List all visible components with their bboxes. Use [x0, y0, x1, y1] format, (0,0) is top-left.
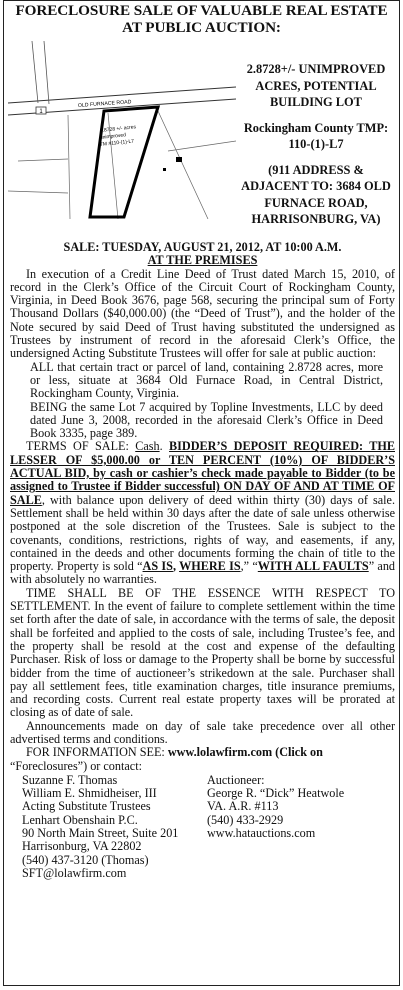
time-of-essence	[10, 587, 395, 720]
terms-end: ” and with absolutely no warranties.	[10, 559, 396, 587]
sale-location: AT THE PREMISES	[147, 253, 258, 268]
tax-map-parcel: Rockingham County TMP: 110-(1)-L7	[243, 120, 389, 151]
parcel-map	[8, 41, 236, 219]
with-all-faults: WITH ALL FAULTS	[257, 559, 369, 574]
terms-of-sale	[10, 440, 395, 586]
building-marker	[176, 157, 182, 162]
trustee-line: Harrisonburg, VA 22802	[22, 839, 142, 854]
road-sign-number: 1	[39, 109, 43, 115]
where-is: WHERE IS	[179, 559, 241, 574]
trustee-line: Suzanne F. Thomas	[22, 772, 118, 787]
parcel-label-acres: 2.8728 +/- acres	[99, 124, 137, 134]
auctioneer-phone: (540) 433-2929	[207, 812, 284, 827]
terms-lead: TERMS OF SALE:	[26, 439, 136, 454]
subject-parcel-outline	[90, 107, 158, 217]
announcements: Announcements made on day of sale take precedence over all other advertised terms and conditions.	[10, 718, 395, 746]
tract-description: ALL that certain tract or parcel of land, containing 2.8728 acres, more or less, situate at 3684 Old Furnace Road, in Central District, Rockingham County, Virginia.	[30, 359, 383, 401]
trustee-email: SFT@lolawfirm.com	[22, 865, 127, 880]
property-description: 2.8728+/- UNIMPROVED ACRES, POTENTIAL BUILDING LOT	[246, 62, 386, 109]
as-is: AS IS	[142, 559, 173, 574]
info-website: www.lolawfirm.com (Click on	[167, 745, 323, 760]
sale-date-line: SALE: TUESDAY, AUGUST 21, 2012, AT 10:00 A.M.	[63, 240, 342, 254]
info-line	[10, 746, 395, 759]
trustee-line: William E. Shmidheiser, III	[22, 786, 157, 801]
auctioneer-line: VA. A.R. #113	[207, 799, 279, 814]
quote-comma: ,” “	[240, 559, 258, 574]
time-essence-rest: In the event of failure to complete settlement within the time set forth after the date of sale, in accordance with the terms of sale, the deposit shall be forfeited and applied to the costs of sale, including Trustee’s fee, and the property shall be resold at the cost and expense of the defaulting Purchaser. Risk of loss or damage to the Property shall be borne by successful bidder from the time of auctioneer’s strikedown at the sale. Purchaser shall pay all settlement fees, title examination charges, title insurance premiums, and recording costs. Current real estate property taxes will be prorated at closing as of date of sale.	[10, 599, 395, 720]
terms-cash: Cash	[135, 439, 160, 454]
trustee-line: Lenhart Obenshain P.C.	[22, 812, 138, 827]
trustee-phone: (540) 437-3120 (Thomas)	[22, 852, 149, 867]
time-essence-clause: TIME SHALL BE OF THE ESSENCE WITH RESPECT TO SETTLEMENT.	[10, 585, 395, 614]
property-summary	[236, 61, 396, 228]
property-address: (911 ADDRESS & ADJACENT TO: 3684 OLD FURNACE ROAD, HARRISONBURG, VA)	[241, 162, 391, 226]
terms-period: .	[159, 439, 170, 454]
auctioneer-line: Auctioneer:	[207, 772, 265, 787]
comma: ,	[172, 559, 180, 574]
contacts	[10, 774, 395, 880]
deposit-requirement: BIDDER’S DEPOSIT REQUIRED: THE LESSER OF $5,000.00 or TEN PERCENT (10%) OF BIDDER’S ACTUAL BID, by cash or cashier’s check made payable to Bidder (to be assigned to Trustee if Bidder successful) ON DAY OF AND AT TIME OF SALE	[10, 439, 395, 507]
notice-heading-line-2: AT PUBLIC AUCTION:	[122, 19, 281, 36]
info-contact: “Foreclosures”) or contact:	[10, 758, 142, 773]
parcel-label-tax-map: TM #110-(1)-L7	[99, 138, 135, 148]
parcel-label-unimproved: unimproved	[99, 132, 127, 141]
road-name-label: OLD FURNACE ROAD	[77, 99, 132, 109]
terms-rest: , with balance upon delivery of deed within thirty (30) days of sale. Settlement shall be held within 30 days after the date of sale unless otherwise postponed at the sole discretion of the Trustees. Sale is subject to the covenants, conditions, restrictions, rights of way, and easements, if any, contained in the deeds and other documents forming the chain of title to the property. Property is sold “	[10, 492, 395, 574]
trustees-contact	[10, 774, 207, 880]
side-road	[32, 41, 49, 104]
being-clause: BEING the same Lot 7 acquired by Topline Investments, LLC by deed dated June 3, 2008, recorded in the aforesaid Clerk’s Office in Deed Book 3335, page 389.	[30, 399, 383, 441]
auctioneer-line: George R. “Dick” Heatwole	[207, 786, 345, 801]
info-lead: FOR INFORMATION SEE:	[26, 745, 168, 760]
trustee-line: Acting Substitute Trustees	[22, 799, 151, 814]
foreclosure-notice	[3, 0, 400, 986]
building-marker-small	[163, 168, 166, 171]
auctioneer-website: www.hatauctions.com	[207, 826, 316, 841]
notice-body	[10, 241, 395, 880]
trustee-line: 90 North Main Street, Suite 201	[22, 826, 179, 841]
intro-paragraph: In execution of a Credit Line Deed of Trust dated March 15, 2010, of record in the Clerk’s Office of the Circuit Court of Rockingham County, Virginia, in Deed Book 3676, page 568, securing the principal sum of Forty Thousand Dollars ($40,000.00) (the “Deed of Trust”), and the holder of the Note secured by said Deed of Trust having substituted the undersigned as Trustees by instrument of record in the aforesaid Clerk’s Office, the undersigned Acting Substitute Trustees will offer for sale at public auction:	[10, 266, 395, 361]
notice-heading-line-1: FORECLOSURE SALE OF VALUABLE REAL ESTATE	[15, 2, 388, 19]
auctioneer-contact	[207, 774, 392, 880]
